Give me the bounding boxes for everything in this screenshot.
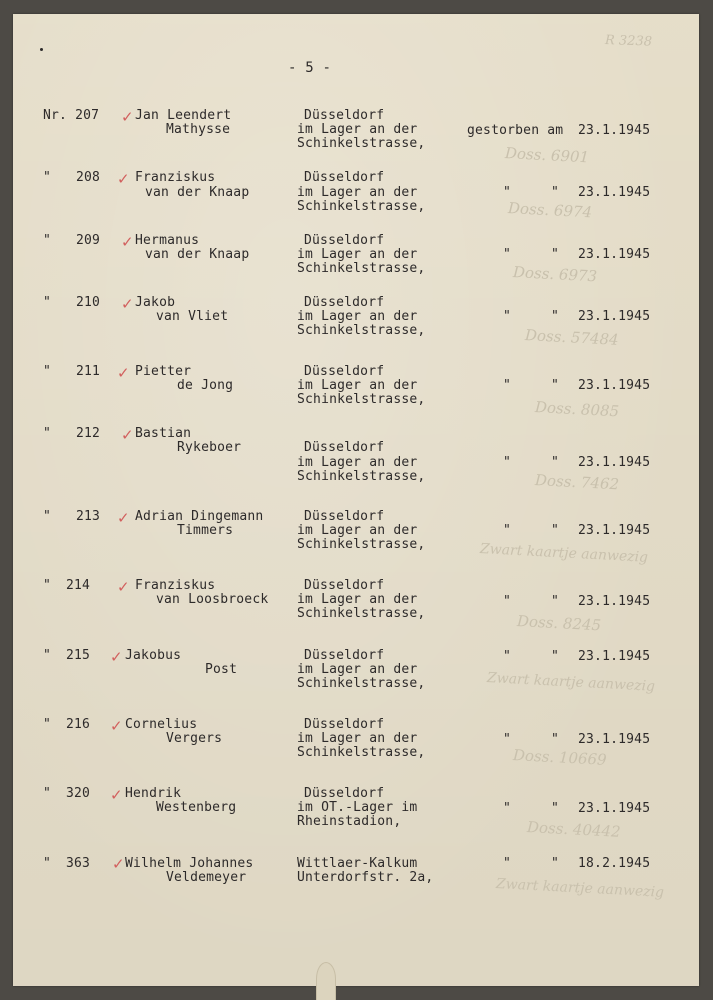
ditto-mark: " <box>551 309 560 324</box>
first-name: Wilhelm Johannes <box>125 856 254 871</box>
place-line-3: Schinkelstrasse, <box>297 323 426 338</box>
place-line-2: im Lager an der <box>297 122 418 137</box>
entry-number: 320 <box>66 786 91 801</box>
pencil-note: Doss. 8245 <box>516 612 602 635</box>
ditto-mark: " <box>503 247 512 262</box>
pencil-note: Doss. 40442 <box>526 818 622 841</box>
place: Düsseldorf <box>304 440 385 455</box>
ditto-mark: " <box>551 523 560 538</box>
pencil-note: Doss. 6901 <box>504 144 590 167</box>
first-name: Jakobus <box>125 648 182 663</box>
place-line-3: Schinkelstrasse, <box>297 537 426 552</box>
place: Düsseldorf <box>304 578 385 593</box>
pencil-note: Doss. 8085 <box>534 398 620 421</box>
ditto-mark: " <box>43 170 52 185</box>
paper-sheet <box>13 14 699 986</box>
place-line-3: Schinkelstrasse, <box>297 199 426 214</box>
first-name: Cornelius <box>125 717 198 732</box>
place-line-2: im Lager an der <box>297 455 418 470</box>
place: Düsseldorf <box>304 108 385 123</box>
death-date: 23.1.1945 <box>578 185 651 200</box>
pencil-note: Doss. 7462 <box>534 471 620 494</box>
entry-number: 211 <box>76 364 101 379</box>
entry-number: 215 <box>66 648 91 663</box>
first-name: Hendrik <box>125 786 182 801</box>
death-date: 23.1.1945 <box>578 378 651 393</box>
place-line-3: Schinkelstrasse, <box>297 392 426 407</box>
place-line-2: im Lager an der <box>297 523 418 538</box>
death-date: 23.1.1945 <box>578 649 651 664</box>
ditto-mark: " <box>43 648 52 663</box>
entry-number: 216 <box>66 717 91 732</box>
place: Düsseldorf <box>304 786 385 801</box>
check-mark-icon: ✓ <box>110 786 123 804</box>
place: Düsseldorf <box>304 233 385 248</box>
ditto-mark: " <box>503 649 512 664</box>
pencil-note: Doss. 10669 <box>512 746 608 769</box>
last-name: van der Knaap <box>145 185 250 200</box>
ditto-mark: " <box>43 233 52 248</box>
place-line-2: im Lager an der <box>297 662 418 677</box>
first-name: Jakob <box>135 295 176 310</box>
ditto-mark: " <box>503 856 512 871</box>
place: Düsseldorf <box>304 717 385 732</box>
death-date: 23.1.1945 <box>578 455 651 470</box>
first-name: Franziskus <box>135 170 216 185</box>
death-date: 23.1.1945 <box>578 247 651 262</box>
place: Düsseldorf <box>304 295 385 310</box>
last-name: Veldemeyer <box>166 870 247 885</box>
death-date: 23.1.1945 <box>578 309 651 324</box>
place-line-2: im OT.-Lager im <box>297 800 418 815</box>
ditto-mark: " <box>503 185 512 200</box>
death-date: 23.1.1945 <box>578 523 651 538</box>
place: Düsseldorf <box>304 170 385 185</box>
ditto-mark: " <box>43 578 52 593</box>
place-line-2: Unterdorfstr. 2a, <box>297 870 434 885</box>
page-number: - 5 - <box>288 60 332 76</box>
place-line-3: Schinkelstrasse, <box>297 136 426 151</box>
first-name: Jan Leendert <box>135 108 232 123</box>
ditto-mark: " <box>43 856 52 871</box>
check-mark-icon: ✓ <box>117 509 130 527</box>
status-text: gestorben am <box>467 123 564 138</box>
ditto-mark: " <box>551 732 560 747</box>
last-name: van Vliet <box>156 309 229 324</box>
ditto-mark: " <box>43 509 52 524</box>
death-date: 23.1.1945 <box>578 123 651 138</box>
ditto-mark: " <box>551 801 560 816</box>
place-line-3: Rheinstadion, <box>297 814 402 829</box>
pencil-note: Doss. 6973 <box>512 263 598 286</box>
entry-number: 212 <box>76 426 101 441</box>
ditto-mark: " <box>503 455 512 470</box>
first-name: Hermanus <box>135 233 200 248</box>
ditto-mark: " <box>43 426 52 441</box>
death-date: 23.1.1945 <box>578 732 651 747</box>
ditto-mark: " <box>43 295 52 310</box>
place-line-2: im Lager an der <box>297 592 418 607</box>
place: Wittlaer-Kalkum <box>297 856 418 871</box>
ditto-mark: " <box>551 649 560 664</box>
place-line-3: Schinkelstrasse, <box>297 676 426 691</box>
first-name: Franziskus <box>135 578 216 593</box>
ditto-mark: " <box>551 185 560 200</box>
last-name: Post <box>205 662 238 677</box>
check-mark-icon: ✓ <box>121 295 134 313</box>
check-mark-icon: ✓ <box>121 108 134 126</box>
entry-number: 214 <box>66 578 91 593</box>
place-line-3: Schinkelstrasse, <box>297 745 426 760</box>
last-name: Westenberg <box>156 800 237 815</box>
entry-number: 208 <box>76 170 101 185</box>
first-name: Pietter <box>135 364 192 379</box>
place-line-3: Schinkelstrasse, <box>297 469 426 484</box>
check-mark-icon: ✓ <box>110 648 123 666</box>
place-line-3: Schinkelstrasse, <box>297 261 426 276</box>
check-mark-icon: ✓ <box>112 855 125 873</box>
pencil-note: Zwart kaartje aanwezig <box>479 541 649 566</box>
ditto-mark: " <box>551 856 560 871</box>
ditto-mark: " <box>43 364 52 379</box>
entry-number: 209 <box>76 233 101 248</box>
ditto-mark: " <box>503 523 512 538</box>
entry-number: 213 <box>76 509 101 524</box>
pencil-note: Doss. 6974 <box>507 199 593 222</box>
place: Düsseldorf <box>304 509 385 524</box>
check-mark-icon: ✓ <box>121 426 134 444</box>
last-name: de Jong <box>177 378 234 393</box>
last-name: Rykeboer <box>177 440 242 455</box>
last-name: van Loosbroeck <box>156 592 269 607</box>
ditto-mark: " <box>503 732 512 747</box>
last-name: Timmers <box>177 523 234 538</box>
ditto-mark: " <box>43 786 52 801</box>
archive-mark: R 3238 <box>604 33 653 50</box>
pencil-note: Zwart kaartje aanwezig <box>495 876 665 901</box>
place-line-2: im Lager an der <box>297 309 418 324</box>
ditto-mark: " <box>551 594 560 609</box>
check-mark-icon: ✓ <box>117 170 130 188</box>
ink-speck <box>40 48 43 51</box>
place-line-2: im Lager an der <box>297 731 418 746</box>
ditto-mark: " <box>551 455 560 470</box>
place: Düsseldorf <box>304 648 385 663</box>
death-date: 23.1.1945 <box>578 801 651 816</box>
ditto-mark: " <box>503 378 512 393</box>
ditto-mark: " <box>503 309 512 324</box>
check-mark-icon: ✓ <box>117 364 130 382</box>
check-mark-icon: ✓ <box>121 233 134 251</box>
pencil-note: Zwart kaartje aanwezig <box>486 670 656 695</box>
ditto-mark: " <box>503 801 512 816</box>
pencil-note: Doss. 57484 <box>524 326 620 349</box>
entry-number: 210 <box>76 295 101 310</box>
punch-hole <box>316 962 336 1000</box>
ditto-mark: " <box>551 247 560 262</box>
last-name: Mathysse <box>166 122 231 137</box>
entry-number: Nr. 207 <box>43 108 100 123</box>
entry-number: 363 <box>66 856 91 871</box>
ditto-mark: " <box>503 594 512 609</box>
ditto-mark: " <box>43 717 52 732</box>
check-mark-icon: ✓ <box>110 717 123 735</box>
death-date: 23.1.1945 <box>578 594 651 609</box>
death-date: 18.2.1945 <box>578 856 651 871</box>
ditto-mark: " <box>551 378 560 393</box>
last-name: van der Knaap <box>145 247 250 262</box>
place: Düsseldorf <box>304 364 385 379</box>
check-mark-icon: ✓ <box>117 578 130 596</box>
last-name: Vergers <box>166 731 223 746</box>
first-name: Adrian Dingemann <box>135 509 264 524</box>
first-name: Bastian <box>135 426 192 441</box>
place-line-3: Schinkelstrasse, <box>297 606 426 621</box>
place-line-2: im Lager an der <box>297 185 418 200</box>
place-line-2: im Lager an der <box>297 378 418 393</box>
place-line-2: im Lager an der <box>297 247 418 262</box>
